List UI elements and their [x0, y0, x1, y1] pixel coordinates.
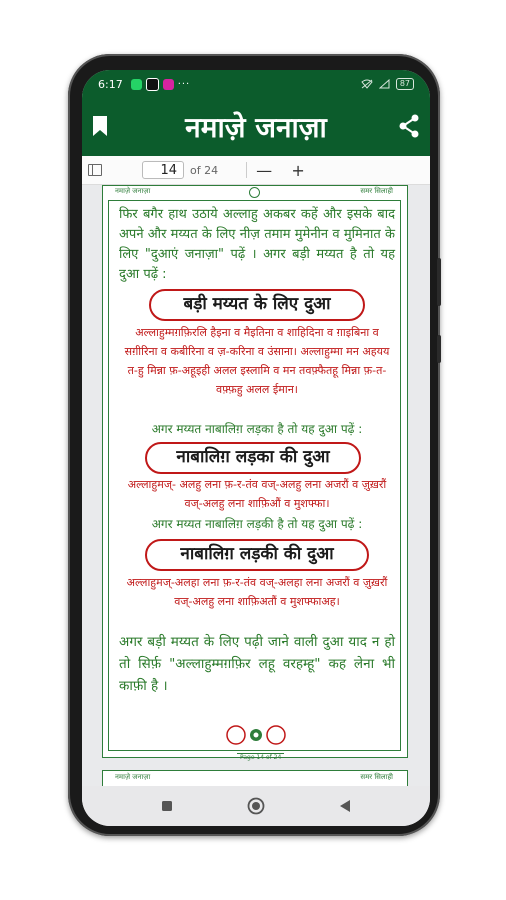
phone-screen	[82, 70, 430, 826]
bookmark-icon[interactable]	[92, 115, 108, 137]
share-icon[interactable]	[398, 114, 420, 138]
page-header-right: समर सिलाही	[360, 773, 393, 781]
more-notifications: ···	[177, 78, 191, 90]
whatsapp-icon	[131, 79, 142, 90]
status-right	[361, 78, 414, 90]
heading-girl-dua: नाबालिग़ लड़की की दुआ	[145, 539, 369, 571]
page-footer: Page 14 of 24	[237, 753, 284, 761]
app-title: नमाज़े जनाज़ा	[185, 111, 327, 144]
sidebar-toggle-icon[interactable]	[88, 164, 102, 176]
page-header-left: नमाज़े जनाज़ा	[115, 773, 151, 781]
heading-adult-dua: बड़ी मय्यत के लिए दुआ	[149, 289, 365, 321]
page-header-right: समर सिलाही	[360, 187, 393, 195]
battery-icon: 87	[396, 78, 414, 90]
instagram-icon	[163, 79, 174, 90]
app-bar	[82, 98, 430, 156]
zoom-in-button[interactable]: +	[291, 160, 305, 180]
back-icon[interactable]	[335, 796, 355, 816]
pdf-viewer[interactable]	[82, 185, 430, 785]
closing-text: अगर बड़ी मय्यत के लिए पढ़ी जाने वाली दुआ याद न हो तो सिर्फ़ "अल्लाहुम्मग़फ़िर लहू वरहम्हू" कह लेना भी काफ़ी है ।	[119, 634, 395, 694]
status-bar	[82, 70, 430, 98]
boy-dua-text: अल्लाहुमज्- अलहु लना फ़-र-तंव वज्-अलहु लना अजरौं व ज़ुख़रौं वज्-अलहु लना शाफ़िऔं व मुशफ्फा।	[127, 478, 387, 510]
recents-icon[interactable]	[157, 796, 177, 816]
home-icon[interactable]	[246, 796, 266, 816]
navigation-bar	[82, 786, 430, 826]
power-button	[437, 335, 441, 363]
girl-instruction: अगर मय्यत नाबालिग़ लड़की है तो यह दुआ पढ़ें :	[151, 517, 363, 531]
pdf-page	[102, 185, 408, 761]
status-time: 6:17	[98, 77, 123, 91]
wifi-off-icon	[361, 79, 373, 89]
volume-button	[437, 258, 441, 306]
zoom-out-button[interactable]: —	[256, 160, 273, 180]
page-number-input[interactable]	[142, 161, 184, 179]
signal-icon	[379, 79, 390, 89]
ornament-icon	[220, 725, 292, 745]
emblem-icon	[249, 187, 260, 198]
page-header-left: नमाज़े जनाज़ा	[115, 187, 151, 195]
page-total: of 24	[190, 163, 219, 177]
adult-dua-text: अल्लाहुम्मग़फ़िरलि हैइना व मैइतिना व शाहिदिना व ग़ाइबिना व सग़ीरिना व कबीरिना व ज़-करिना व उंसाना। अल्लाहुम्मा मन अहयय त-हु मिन्ना फ़-अहूइही अलल इस्लामि व मन तवफ़्फैतहू मिन्ना फ़-त-वफ़्फ़हु अलल ईमान।	[124, 326, 390, 396]
app-notification-icon	[146, 78, 159, 91]
boy-instruction: अगर मय्यत नाबालिग़ लड़का है तो यह दुआ पढ़ें :	[151, 422, 363, 436]
intro-text: फिर बगैर हाथ उठाये अल्लाहु अकबर कहें और इसके बाद अपने और मय्यत के लिए नीज़ तमाम मुमेनीन व मुमिनात के लिए "दुआएं जनाज़ा" पढ़ें । अगर बड़ी मय्यत है तो यह दुआ पढ़ें :	[119, 207, 395, 282]
girl-dua-text: अल्लाहुमज्-अलहा लना फ़-र-तंव वज्-अलहा लना अजरौं व ज़ुख़रौं वज्-अलहु लना शाफ़िअतौं व मुशफ्फाअह।	[126, 576, 388, 608]
pdf-toolbar	[82, 156, 430, 185]
heading-boy-dua: नाबालिग़ लड़का की दुआ	[145, 442, 361, 474]
page-border	[108, 200, 401, 761]
